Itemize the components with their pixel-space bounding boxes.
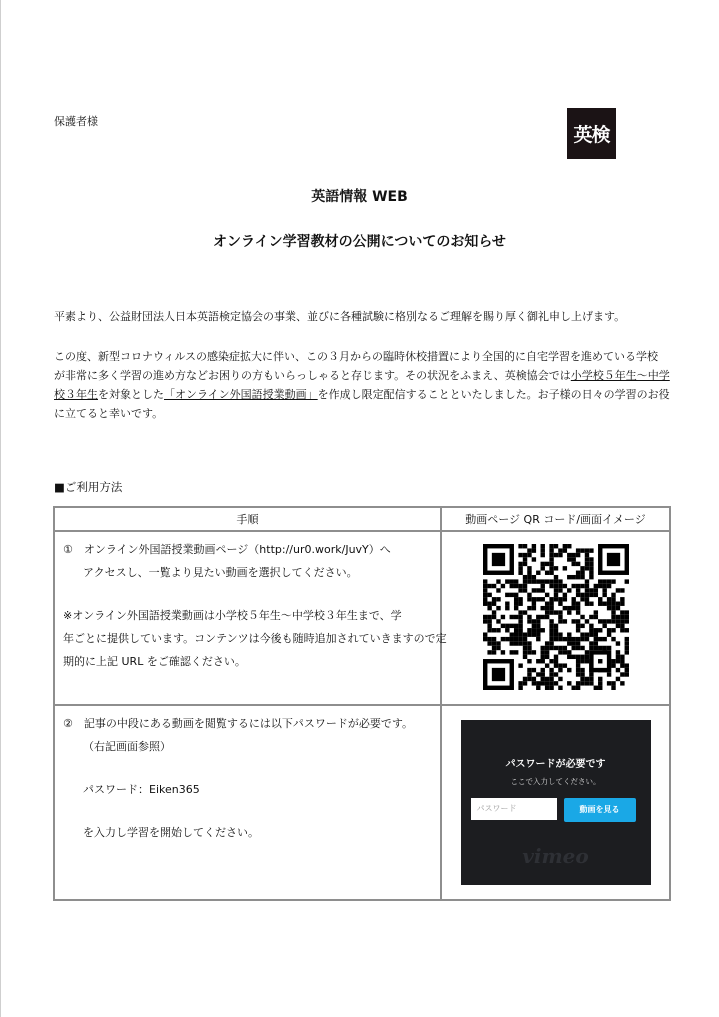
screenshot-subtitle: ここで入力してください。 [510,777,601,786]
step2-line1: ② 記事の中段にある動画を閲覧するには以下パスワードが必要です。 [63,717,413,730]
qr-cell [441,531,670,705]
step1-note1: ※オンライン外国語授業動画は小学校５年生～中学校３年生まで、学 [63,609,402,622]
addressee: 保護者様 [54,115,98,128]
page-title: 英語情報 WEB [311,189,408,205]
step1-line1: ① オンライン外国語授業動画ページ（http://ur0.work/JuvY）へ [63,543,391,556]
screenshot-cell [441,705,670,900]
intro-line-1: この度、新型コロナウィルスの感染症拡大に伴い、この３月からの臨時休校措置により全国的に自宅学習を進めている学校 [54,350,659,363]
section-title: ■ご利用方法 [54,480,123,494]
header-steps: 手順 [54,507,441,531]
intro-line-2 [54,366,674,385]
eiken-logo: 英検 [567,108,616,159]
step1-note3: 期的に上記 URL をご確認ください。 [63,655,246,668]
intro-line-2-text: が非常に多く学習の進め方などお困りの方もいらっしゃると存じます。その状況をふまえ、英検協会では [54,369,571,382]
intro-line-3-post: を作成し限定配信することといたしました。お子様の日々の学習のお役 [317,388,670,401]
grade-range-underlined-cont: 校３年生 [54,388,98,401]
intro-paragraph [54,347,674,423]
intro-line-3-mid: を対象とした [98,388,164,401]
grade-range-underlined: 小学校５年生～中学 [570,369,670,382]
screenshot-password-input: パスワード [471,798,557,820]
screenshot-watch-button: 動画を見る [564,798,636,822]
vimeo-logo: vimeo [522,844,589,868]
intro-line-4: に立てると幸いです。 [54,407,164,420]
page-edge [0,0,1,1017]
usage-table [53,506,671,901]
step1-line2: アクセスし、一覧より見たい動画を選択してください。 [83,566,358,579]
password-text: パスワード：Eiken365 [83,783,200,796]
vimeo-password-screenshot [461,720,651,885]
step1-note2: 年ごとに提供しています。コンテンツは今後も随時追加されていきますので定 [63,632,447,645]
step1-cell [54,531,447,705]
qr-code [483,544,629,690]
intro-line-3 [54,385,674,404]
step2-cell [54,705,441,900]
step2-line2: （右記画面参照） [83,740,171,753]
header-qr-image: 動画ページ QR コード/画面イメージ [441,507,670,531]
video-name-underlined: 「オンライン外国語授業動画」 [164,388,318,401]
step2-instruction: を入力し学習を開始してください。 [83,826,259,839]
screenshot-title: パスワードが必要です [505,759,606,770]
greeting-paragraph: 平素より、公益財団法人日本英語検定協会の事業、並びに各種試験に格別なるご理解を賜り厚く御礼申し上げます。 [54,310,626,323]
page-subtitle: オンライン学習教材の公開についてのお知らせ [213,234,506,250]
